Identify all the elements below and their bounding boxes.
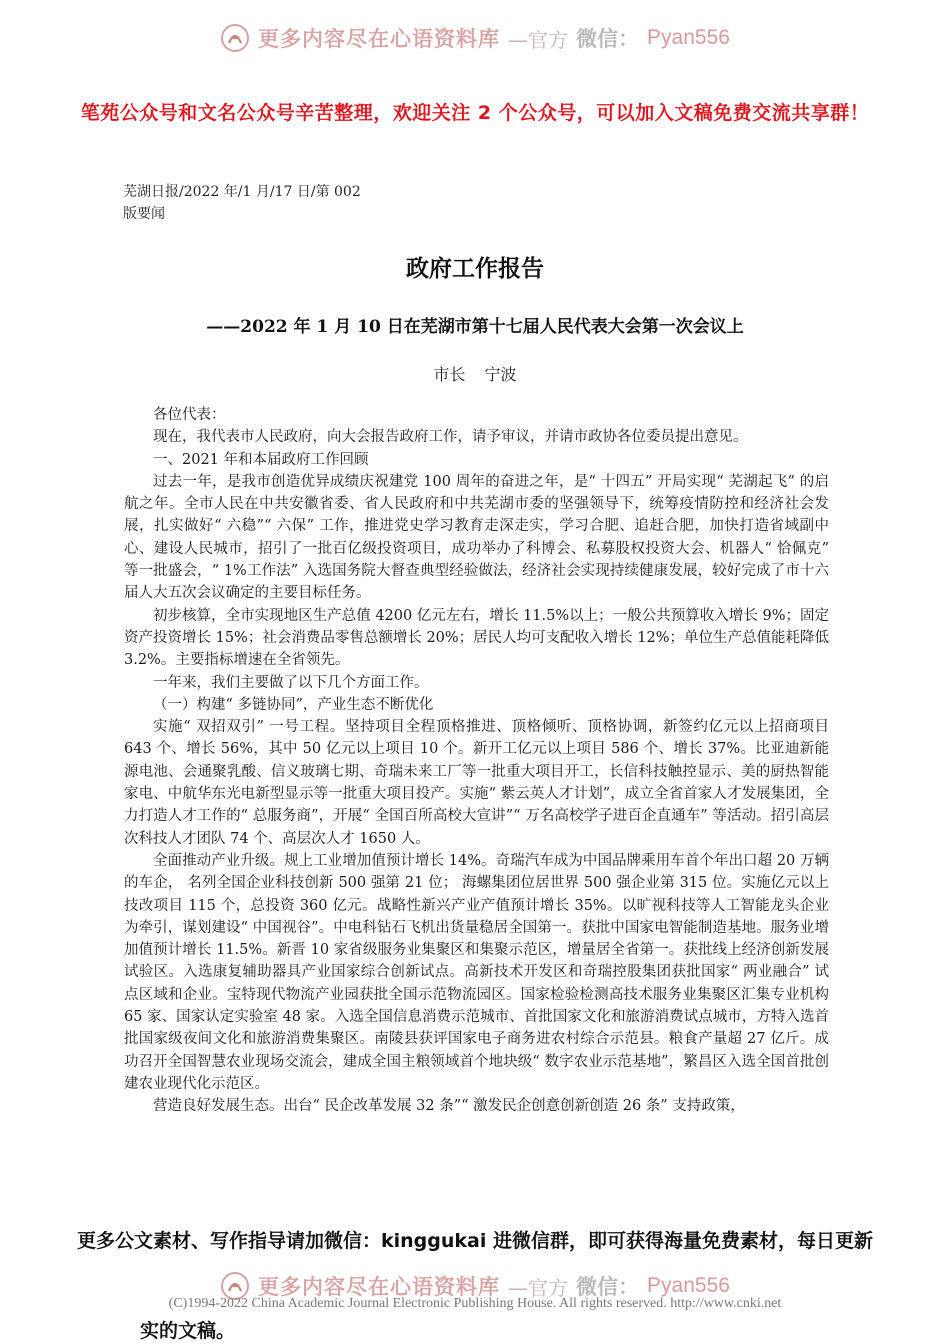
watermark-wechat-label: 微信： <box>576 1275 640 1299</box>
paragraph: 现在，我代表市人民政府，向大会报告政府工作，请予审议，并请市政协各位委员提出意见。 <box>153 429 748 446</box>
partial-text: 实的文稿。 <box>140 1320 236 1342</box>
watermark-wechat-label: 微信： <box>576 27 640 51</box>
paragraph: 初步核算，全市实现地区生产总值 4200 亿元左右，增长 11.5%以上；一般公共预算收入增长 9%；固定资产投资增长 15%；社会消费品零售总额增长 20%；居民人均可支配收入增长 12%；单位生产总值能耗降低 3.2%。主要指标增速在全省领先。 <box>124 607 830 669</box>
cnki-copyright-footer: (C)1994-2022 China Academic Journal Electronic Publishing House. All rights reserved. http://www.cnki.net <box>168 1296 782 1311</box>
meta-source: 芜湖日报/2022 年/1 月/17 日/第 002 <box>123 184 361 200</box>
document-title: 政府工作报告 <box>406 256 544 282</box>
report-body <box>124 404 829 1118</box>
document-author: 市长 宁波 <box>433 365 517 384</box>
bottom-promo-banner: 更多公文素材、写作指导请加微信：kinggukai 进微信群，即可获得海量免费素材，每日更新 <box>0 1222 950 1257</box>
watermark-separator: —官方 <box>508 27 569 52</box>
watermark-text: 更多内容尽在心语资料库 <box>258 1275 501 1299</box>
document-subtitle: ——2022 年 1 月 10 日在芜湖市第十七届人民代表大会第一次会议上 <box>206 317 744 337</box>
watermark-wechat-id: Pyan556 <box>647 26 730 49</box>
red-promo-banner: 笔苑公众号和文名公众号辛苦整理，欢迎关注 2 个公众号，可以加入文稿免费交流共享群！ <box>80 102 870 124</box>
article-meta <box>123 181 361 225</box>
watermark-wechat-id: Pyan556 <box>647 1274 730 1297</box>
paragraph: 一年来，我们主要做了以下几个方面工作。 <box>153 674 429 691</box>
paragraph: 实施“ 双招双引” 一号工程。坚持项目全程顶格推进、顶格倾听、顶格协调，新签约亿元以上招商项目 643 个、增长 56%，其中 50 亿元以上项目 10 个。新开工亿元以上项目 586 个、增长 37%。比亚迪新能源电池、会通聚乳酸、信义玻璃七期、奇瑞未来工厂等一批重大项目开工，长信科技触控显示、美的厨热智能家电、中航华东光电新型显示等一批重大项目投产。实施“ 紫云英人才计划”，成立全省首家人才发展集团，全力打造人才工作的“ 总服务商”，开展“ 全国百所高校大宣讲”“ 万名高校学子进百企直通车” 等活动。招引高层次科技人才团队 74 个、高层次人才 1650 人。 <box>124 719 829 847</box>
paragraph: 过去一年，是我市创造优异成绩庆祝建党 100 周年的奋进之年，是“ 十四五” 开局实现“ 芜湖起飞” 的启航之年。全市人民在中共安徽省委、省人民政府和中共芜湖市委的坚强领导下，统筹疫情防控和经济社会发展，扎实做好“ 六稳”“ 六保” 工作，推进党史学习教育走深走实，学习合肥、追赶合肥，加快打造省域副中心、建设人民城市，招引了一批百亿级投资项目，成功举办了科博会、私募股权投资大会、机器人“ 恰佩克” 等一批盛会，“ 1%工作法” 入选国务院大督查典型经验做法，经济社会实现持续健康发展，较好完成了市十六届人大五次会议确定的主要目标任务。 <box>124 473 829 602</box>
paragraph: 一、2021 年和本届政府工作回顾 <box>153 451 369 468</box>
paragraph: 各位代表： <box>153 407 226 423</box>
top-watermark <box>0 18 950 58</box>
watermark-text: 更多内容尽在心语资料库 <box>258 27 501 51</box>
watermark-separator: —官方 <box>508 1275 569 1300</box>
paragraph: （一）构建“ 多链协同”，产业生态不断优化 <box>153 696 434 713</box>
paragraph: 营造良好发展生态。出台“ 民企改革发展 32 条”“ 激发民企创意创新创造 26 条” 支持政策， <box>153 1098 745 1115</box>
meta-section: 版要闻 <box>123 206 165 222</box>
logo-icon <box>220 23 250 53</box>
paragraph: 全面推动产业升级。规上工业增加值预计增长 14%。奇瑞汽车成为中国品牌乘用车首个年出口超 20 万辆的车企， 名列全国企业科技创新 500 强第 21 位； 海螺集团位居世界 500 强企业第 315 位。实施亿元以上技改项目 115 个，总投资 360 亿元。战略性新兴产业产值预计增长 35%。以旷视科技等人工智能龙头企业为牵引，谋划建设“ 中国视谷”。中电科钻石飞机出货量稳居全国第一。获批中国家电智能制造基地。服务业增加值预计增长 11.5%。新晋 10 家省级服务业集聚区和集聚示范区，增量居全省第一。获批线上经济创新发展试验区。入选康复辅助器具产业国家综合创新试点。高新技术开发区和奇瑞控股集团获批国家“ 两业融合” 试点区域和企业。宝特现代物流产业园获批全国示范物流园区。国家检验检测高技术服务业集聚区汇集专业机构 65 家、国家认定实验室 48 家。入选全国信息消费示范城市、首批国家文化和旅游消费试点城市，方特入选首批国家级夜间文化和旅游消费集聚区。南陵县获评国家电子商务进农村综合示范县。粮食产量超 27 亿斤。成功召开全国智慧农业现场交流会，建成全国主粮领域首个地块级“ 数字农业示范基地”，繁昌区入选全国首批创建农业现代化示范区。 <box>124 852 829 1092</box>
